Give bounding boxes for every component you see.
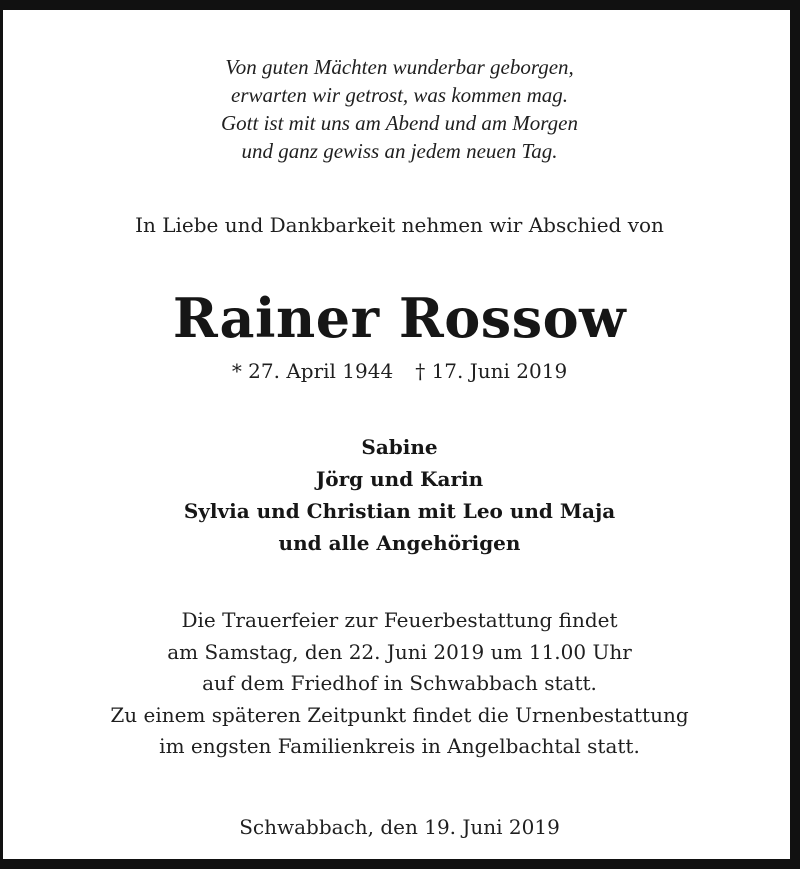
deceased-name-text: Rainer Rossow — [172, 286, 627, 350]
place-and-date — [6, 813, 793, 841]
mourner-line: Sabine — [361, 435, 438, 459]
obituary-content — [6, 20, 793, 869]
poem-line: und ganz gewiss an jedem neuen Tag. — [241, 139, 558, 163]
mourner-line: Sylvia und Christian mit Leo und Maja — [183, 499, 616, 523]
intro-line: In Liebe und Dankbarkeit nehmen wir Abschied von — [135, 213, 664, 237]
deceased-name — [6, 286, 793, 350]
place-date-line: Schwabbach, den 19. Juni 2019 — [239, 815, 560, 839]
poem — [6, 53, 793, 165]
death-date: † 17. Juni 2019 — [415, 359, 568, 383]
life-dates — [6, 357, 793, 385]
ceremony-line: Zu einem späteren Zeitpunkt findet die Urnenbestattung — [110, 702, 689, 727]
poem-line: Gott ist mit uns am Abend und am Morgen — [221, 111, 578, 135]
mourner-line: Jörg und Karin — [315, 467, 484, 491]
ceremony-info — [6, 605, 793, 763]
ceremony-line: am Samstag, den 22. Juni 2019 um 11.00 Uhr — [167, 639, 632, 664]
ceremony-line: auf dem Friedhof in Schwabbach statt. — [202, 671, 597, 695]
mourner-line: und alle Angehörigen — [278, 531, 521, 555]
birth-date: * 27. April 1944 — [231, 359, 394, 383]
poem-line: Von guten Mächten wunderbar geborgen, — [225, 55, 574, 79]
poem-line: erwarten wir getrost, was kommen mag. — [231, 83, 568, 107]
intro-text — [6, 211, 793, 239]
ceremony-line: im engsten Familienkreis in Angelbachtal statt. — [159, 734, 640, 758]
mourners-list — [6, 431, 793, 559]
ceremony-line: Die Trauerfeier zur Feuerbestattung findet — [181, 608, 618, 632]
